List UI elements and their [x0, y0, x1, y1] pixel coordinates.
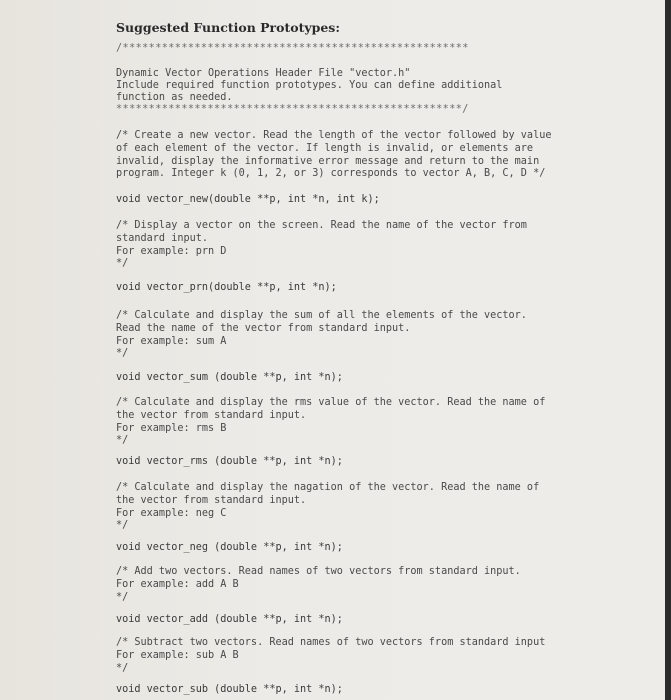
- comment-vector-neg: /* Calculate and display the nagation of the vector. Read the name of the vector from standard input. For example: neg C */: [116, 482, 540, 532]
- header-comment-open: /*****************************************************: [116, 43, 469, 54]
- prototype-vector-rms: void vector_rms (double **p, int *n);: [116, 456, 343, 467]
- prototype-vector-sum: void vector_sum (double **p, int *n);: [116, 372, 343, 383]
- header-comment-line-2: Include required function prototypes. You can define additional: [116, 80, 503, 91]
- prototype-vector-sub: void vector_sub (double **p, int *n);: [116, 684, 343, 695]
- header-comment-line-1: Dynamic Vector Operations Header File "vector.h": [116, 68, 411, 79]
- comment-vector-sum: /* Calculate and display the sum of all the elements of the vector. Read the name of the vector from standard input. For example: sum A */: [116, 310, 527, 360]
- prototype-vector-new: void vector_new(double **p, int *n, int k);: [116, 194, 380, 205]
- comment-vector-sub: /* Subtract two vectors. Read names of two vectors from standard input For example: sub A B */: [116, 637, 546, 674]
- comment-vector-new: /* Create a new vector. Read the length of the vector followed by value of each element of the vector. If length is invalid, or elements are invalid, display the informative error message and return to the main program. Integer k (0, 1, 2, or 3) corresponds to vector A, B, C, D */: [116, 130, 552, 180]
- prototype-vector-add: void vector_add (double **p, int *n);: [116, 614, 343, 625]
- comment-vector-add: /* Add two vectors. Read names of two vectors from standard input. For example: add A B */: [116, 566, 521, 603]
- page-heading: Suggested Function Prototypes:: [116, 20, 340, 35]
- header-comment-line-3: function as needed.: [116, 92, 233, 103]
- prototype-vector-neg: void vector_neg (double **p, int *n);: [116, 542, 343, 553]
- header-comment-close: *****************************************************/: [116, 104, 469, 115]
- page-edge-shadow: [665, 0, 671, 700]
- prototype-vector-prn: void vector_prn(double **p, int *n);: [116, 282, 337, 293]
- comment-vector-prn: /* Display a vector on the screen. Read the name of the vector from standard input. For example: prn D */: [116, 220, 527, 270]
- comment-vector-rms: /* Calculate and display the rms value of the vector. Read the name of the vector from standard input. For example: rms B */: [116, 397, 546, 447]
